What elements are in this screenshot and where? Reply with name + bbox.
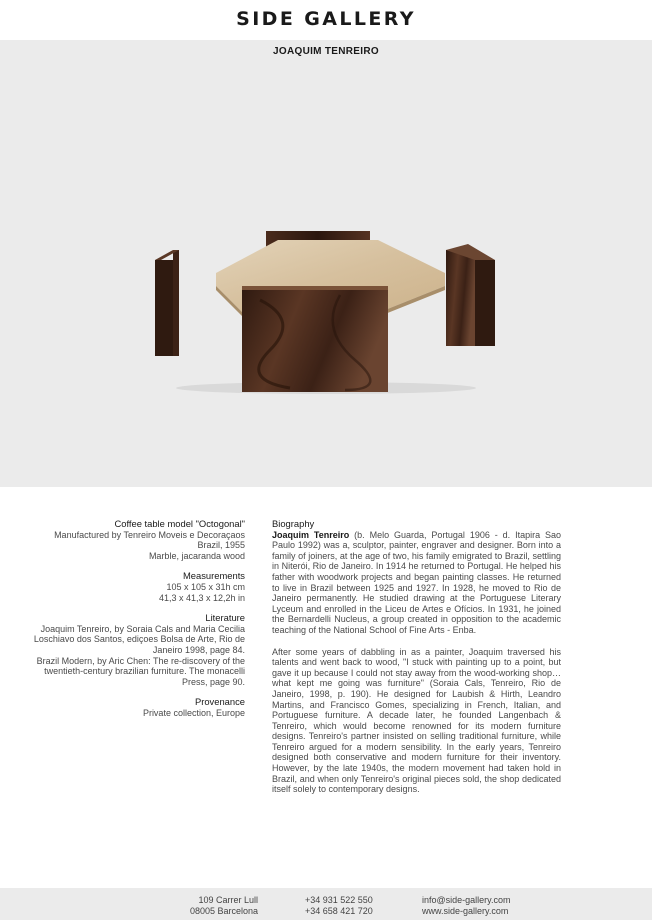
biography-paragraph: Joaquim Tenreiro (b. Melo Guarda, Portugal 1906 - d. Itapira Sao Paulo 1992) was a, sculptor, painter, engraver and designer. Born into a family of joiners, at the age of two, his family emigrated to Brazil, settling in Niterói, Rio de Janeiro. In 1914 he returned to Portugal. He helped his father with woodwork projects and began painting classes. He returned to live in Brazil between 1925 and 1927. In 1928, he moved to Rio de Janeiro permanently. He studied drawing at the Portuguese Literary Lyceum and enrolled in the Liceu de Artes e Ofícios. In 1931, he joined the Bernardelli Nucleus, a group created in opposition to the academic teaching of the National School of Fine Arts - Enba.	[272, 529, 562, 635]
footer-address: 109 Carrer Lull 08005 Barcelona	[189, 895, 258, 917]
product-origin: Brazil, 1955	[197, 540, 245, 551]
email-link[interactable]: info@side-gallery.com	[422, 895, 511, 905]
octagonal-coffee-table-photo	[150, 220, 502, 395]
biography-name: Joaquim Tenreiro	[272, 529, 350, 540]
brand-logo: SIDE GALLERY	[236, 8, 416, 30]
product-details	[20, 519, 245, 729]
biography-paragraph: After some years of dabbling in as a painter, Joaquim traversed his talents and went back to wood, "I stuck with painting up to a point, but gave it up because I could not stay away from the wood-working shop…what kept me going was furniture" (Soraia Cals, Tenreiro, Rio de Janeiro, 1998, p. 190). He designed for Laubish & Hirth, Leandro Martins, and Francisco Gomes, specializing in French, Italian, and Portuguese furniture. A decade later, he founded Langenbach & Tenreiro, which would become renowned for its modern furniture designs. Tenreiro's partner insisted on selling traditional furniture, while Tenreiro argued for a modern sensibility. In the early years, Tenreiro designed both conservative and modern furniture for their inventory. However, by the late 1940s, the modern movement had taken hold in Brazil, and when only Tenreiro's original pieces sold, the shop dedicated itself solely to contemporary designs.	[272, 646, 561, 795]
product-title: Coffee table model "Octogonal"	[114, 518, 245, 529]
literature-item: Joaquim Tenreiro, by Soraia Cals and Maria Cecilia Loschiavo dos Santos, ediçoes Bolsa de Arte, Rio de Janeiro 1998, page 84.	[33, 623, 245, 655]
website-link[interactable]: www.side-gallery.com	[422, 906, 509, 917]
product-materials: Marble, jacaranda wood	[148, 550, 245, 561]
measurements-heading: Measurements	[182, 570, 245, 582]
footer-contact	[422, 895, 522, 918]
provenance-heading: Provenance	[194, 696, 245, 708]
footer-phones	[305, 895, 395, 918]
provenance-text: Private collection, Europe	[142, 707, 245, 718]
measurements-cm: 105 x 105 x 31h cm	[166, 581, 245, 592]
biography-heading: Biography	[272, 518, 315, 529]
phone-link[interactable]: +34 931 522 550	[305, 895, 373, 905]
literature-heading: Literature	[205, 612, 245, 624]
measurements-in: 41,3 x 41,3 x 12,2h in	[158, 592, 245, 603]
literature-item: Brazil Modern, by Aric Chen: The re-discovery of the twentieth-century brazilian furniture. The monacelli Press, page 90.	[36, 655, 245, 687]
product-manufacturer: Manufactured by Tenreiro Moveis e Decoraçaos	[54, 529, 245, 540]
phone-link[interactable]: +34 658 421 720	[305, 906, 373, 917]
artist-name: JOAQUIM TENREIRO	[273, 46, 379, 57]
biography	[272, 519, 561, 806]
